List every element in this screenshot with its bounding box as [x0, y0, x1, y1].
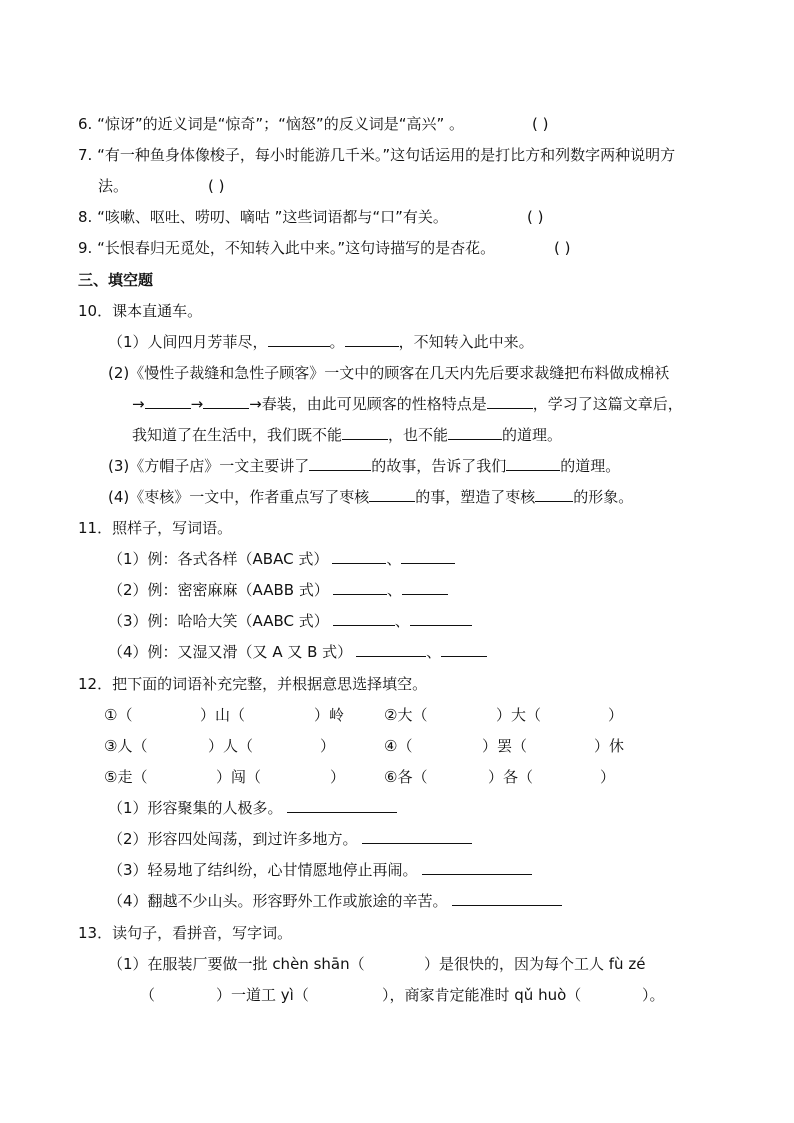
fill-blank[interactable]	[333, 611, 395, 626]
idiom-4-part-a: ④（	[384, 737, 413, 755]
idiom-6-part-a: ⑥各（	[384, 768, 428, 786]
idiom-1-part-a: ①（	[104, 706, 133, 724]
idiom-4-part-c: ）休	[594, 737, 625, 755]
judge-item-8	[78, 207, 448, 227]
idiom-6-part-c: ）	[600, 768, 616, 786]
fill-blank[interactable]	[287, 798, 397, 813]
idiom-3-part-b: ）人（	[208, 737, 254, 755]
idiom-3-part-a: ③人（	[104, 737, 148, 755]
idiom-2-part-b: ）大（	[496, 706, 542, 724]
fill-blank[interactable]	[402, 580, 448, 595]
fill-blank[interactable]	[452, 891, 562, 906]
fill-blank[interactable]	[487, 394, 533, 409]
text: （4）翻越不少山头。形容野外工作或旅途的辛苦。	[108, 892, 448, 910]
q13-line-1a: （1）在服装厂要做一批 chèn shān（	[108, 955, 365, 973]
text: ，学习了这篇文章后，	[532, 395, 683, 413]
q12-item-2	[108, 829, 472, 849]
idiom-5-part-c: ）	[330, 768, 346, 786]
q13-line-2d: ）。	[642, 986, 665, 1004]
idiom-1-part-c: ）岭	[314, 706, 345, 724]
judge-text: 9. “长恨春归无觅处，不知转入此中来。”这句诗描写的是杏花。	[78, 239, 496, 257]
judge-text: 法。	[98, 177, 129, 195]
fill-blank[interactable]	[333, 580, 387, 595]
text: (4)《枣核》一文中，作者重点写了枣核	[108, 488, 370, 506]
text: 的事，塑造了枣核	[415, 488, 536, 506]
q13-title: 13．读句子，看拼音，写字词。	[78, 924, 293, 942]
fill-blank[interactable]	[441, 642, 487, 657]
text: ，不知转入此中来。	[398, 333, 534, 351]
text: （3）轻易地了结纠纷，心甘情愿地停止再闹。	[108, 861, 418, 879]
q13-line-1b: ）是很快的，因为每个工人 fù zé	[424, 955, 646, 973]
q11-item-1	[108, 549, 455, 569]
text: 的道理。	[560, 457, 621, 475]
idiom-2-part-a: ②大（	[384, 706, 428, 724]
fill-blank[interactable]	[506, 456, 560, 471]
q10-line-3	[132, 394, 683, 414]
fill-blank[interactable]	[342, 425, 388, 440]
text: 、	[394, 612, 410, 630]
judge-text: 6. “惊讶”的近义词是“惊奇”；“恼怒”的反义词是“高兴” 。	[78, 115, 465, 133]
idiom-2-part-c: ）	[608, 706, 624, 724]
fill-blank[interactable]	[345, 332, 399, 347]
idiom-3-part-c: ）	[320, 737, 336, 755]
fill-blank[interactable]	[369, 487, 415, 502]
fill-blank[interactable]	[332, 549, 386, 564]
text: （3）例：哈哈大笑（AABC 式）	[108, 612, 329, 630]
q12-item-3	[108, 860, 532, 880]
fill-blank[interactable]	[401, 549, 455, 564]
fill-blank[interactable]	[535, 487, 573, 502]
answer-paren-6[interactable]: ( )	[532, 115, 549, 133]
q10-line-5	[108, 456, 620, 476]
text: 我知道了在生活中，我们既不能	[132, 426, 343, 444]
q10-line-1	[108, 332, 534, 352]
text: ，也不能	[388, 426, 449, 444]
idiom-5-part-b: ）闯（	[216, 768, 262, 786]
q11-item-3	[108, 611, 472, 631]
q10-title: 10．课本直通车。	[78, 302, 203, 320]
idiom-5-part-a: ⑤走（	[104, 768, 148, 786]
q12-item-4	[108, 891, 562, 911]
q13-line-2b: ）一道工 yì（	[216, 986, 309, 1004]
judge-item-6	[78, 114, 464, 134]
q11-item-4	[108, 642, 487, 662]
judge-text: 7. “有一种鱼身体像梭子，每小时能游几千米。”这句话运用的是打比方和列数字两种说明方	[78, 146, 676, 164]
q12-item-1	[108, 798, 397, 818]
q10-line-2: (2)《慢性子裁缝和急性子顾客》一文中的顾客在几天内先后要求裁缝把布料做成棉袄	[108, 364, 670, 382]
q11-item-2	[108, 580, 448, 600]
text: →春装，由此可见顾客的性格特点是	[249, 395, 487, 413]
answer-paren-9[interactable]: ( )	[554, 239, 571, 257]
fill-blank[interactable]	[422, 860, 532, 875]
text: 的道理。	[502, 426, 563, 444]
fill-blank[interactable]	[268, 332, 330, 347]
answer-paren-8[interactable]: ( )	[527, 208, 544, 226]
q13-line-2c: ），商家肯定能准时 qǔ huò（	[382, 986, 582, 1004]
text: （1）形容聚集的人极多。	[108, 799, 283, 817]
fill-blank[interactable]	[356, 642, 426, 657]
q11-title: 11．照样子，写词语。	[78, 519, 233, 537]
text: (3)《方帽子店》一文主要讲了	[108, 457, 310, 475]
text: →	[190, 395, 204, 413]
text: （1）人间四月芳菲尽，	[108, 333, 268, 351]
q12-title: 12．把下面的词语补充完整，并根据意思选择填空。	[78, 675, 428, 693]
fill-blank[interactable]	[448, 425, 502, 440]
text: 、	[426, 643, 442, 661]
fill-blank[interactable]	[309, 456, 371, 471]
idiom-1-part-b: ）山（	[200, 706, 246, 724]
judge-text: 8. “咳嗽、呕吐、唠叨、嘀咕 ”这些词语都与“口”有关。	[78, 208, 448, 226]
fill-blank[interactable]	[362, 829, 472, 844]
fill-blank[interactable]	[145, 394, 191, 409]
judge-item-7-cont	[98, 176, 128, 196]
q13-line-2a: （	[140, 986, 156, 1004]
section-heading-fill-blank: 三、填空题	[78, 271, 154, 289]
text: 、	[386, 581, 402, 599]
fill-blank[interactable]	[203, 394, 249, 409]
text: 的故事，告诉了我们	[371, 457, 507, 475]
fill-blank[interactable]	[410, 611, 472, 626]
text: 的形象。	[573, 488, 634, 506]
judge-item-9	[78, 238, 495, 258]
text: （2）例：密密麻麻（AABB 式）	[108, 581, 329, 599]
text: 。	[329, 333, 345, 351]
text: （2）形容四处闯荡，到过许多地方。	[108, 830, 358, 848]
text: （1）例：各式各样（ABAC 式）	[108, 550, 329, 568]
text: →	[132, 395, 145, 413]
text: （4）例：又湿又滑（又 A 又 B 式）	[108, 643, 353, 661]
answer-paren-7[interactable]: ( )	[208, 177, 225, 195]
judge-item-7	[78, 145, 675, 165]
q10-line-4	[132, 425, 562, 445]
q10-line-6	[108, 487, 633, 507]
text: 、	[386, 550, 402, 568]
idiom-4-part-b: ）罢（	[482, 737, 528, 755]
idiom-6-part-b: ）各（	[488, 768, 534, 786]
